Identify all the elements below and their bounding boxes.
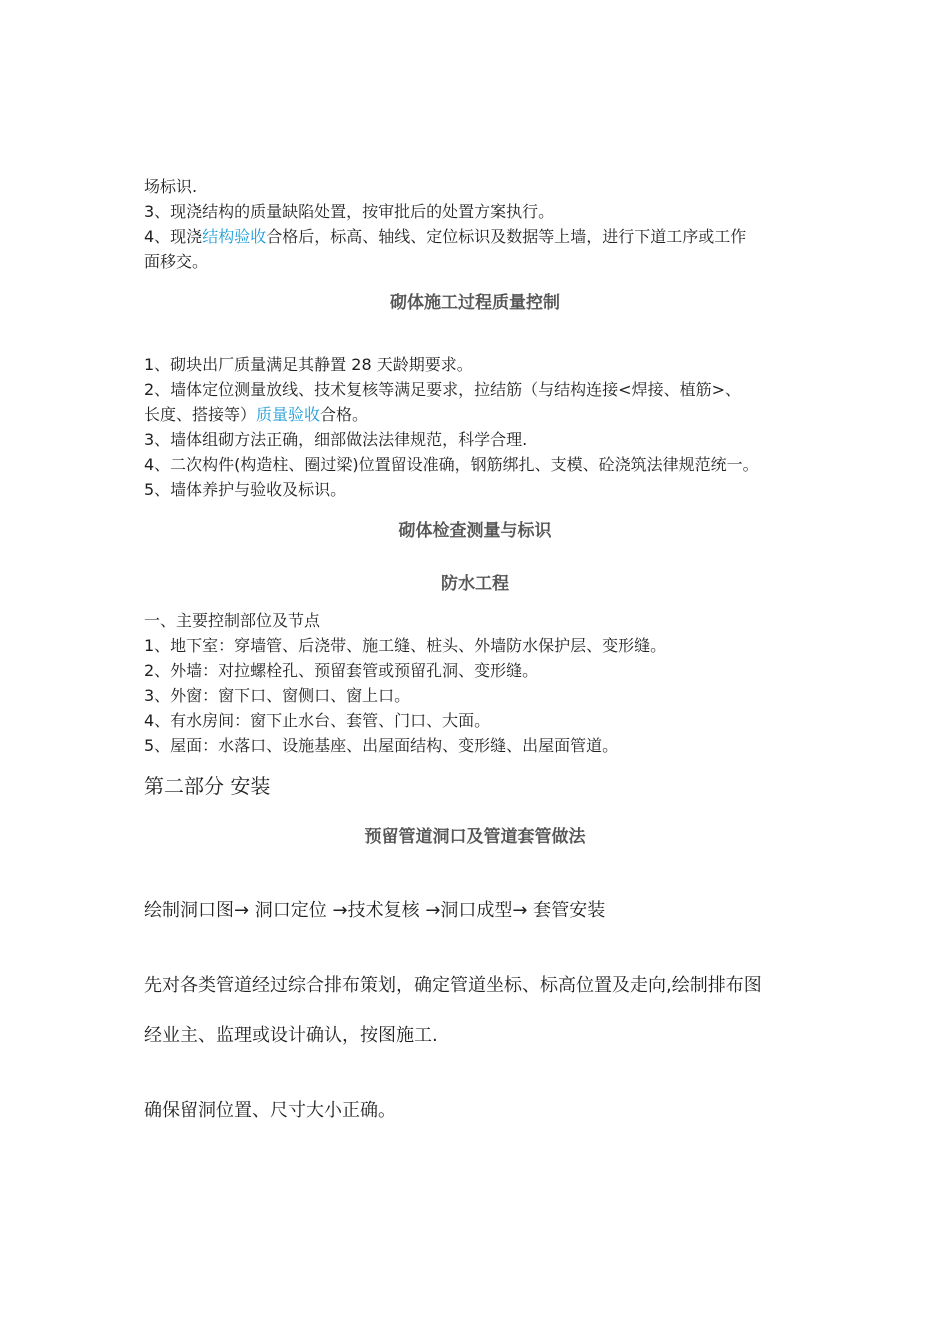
- paragraph-line: 3、现浇结构的质量缺陷处置，按审批后的处置方案执行。: [144, 202, 555, 221]
- paragraph-line: 经业主、监理或设计确认，按图施工.: [144, 1025, 438, 1046]
- list-item: 5、墙体养护与验收及标识。: [144, 480, 347, 499]
- paragraph-line: 确保留洞位置、尺寸大小正确。: [144, 1100, 396, 1121]
- list-item: [144, 404, 368, 426]
- section-heading: 砌体检查测量与标识: [398, 521, 552, 541]
- text-segment: 合格后，标高、轴线、定位标识及数据等上墙，进行下道工序或工作: [266, 227, 747, 246]
- list-item: 3、墙体组砌方法正确，细部做法法律规范，科学合理.: [144, 430, 528, 449]
- list-item: 5、屋面：水落口、设施基座、出屋面结构、变形缝、出屋面管道。: [144, 736, 619, 755]
- text-segment: 合格。: [320, 405, 369, 424]
- list-item: 1、砌块出厂质量满足其静置 28 天龄期要求。: [144, 355, 473, 374]
- section-heading: 砌体施工过程质量控制: [390, 293, 560, 313]
- part-title: 第二部分 安装: [144, 774, 271, 798]
- paragraph-line: 先对各类管道经过综合排布策划，确定管道坐标、标高位置及走向,绘制排布图: [144, 975, 762, 996]
- list-item: 1、地下室：穿墙管、后浇带、施工缝、桩头、外墙防水保护层、变形缝。: [144, 636, 667, 655]
- section-heading: 预留管道洞口及管道套管做法: [364, 827, 586, 847]
- quality-acceptance-link[interactable]: 质量验收: [256, 405, 321, 424]
- paragraph-line: 场标识.: [144, 177, 198, 196]
- section-heading: 防水工程: [441, 574, 509, 594]
- list-item: 一、主要控制部位及节点: [144, 611, 321, 630]
- list-item: 4、二次构件(构造柱、圈过梁)位置留设准确，钢筋绑扎、支模、砼浇筑法律规范统一。: [144, 455, 759, 474]
- list-item: 2、墙体定位测量放线、技术复核等满足要求，拉结筋（与结构连接<焊接、植筋>、: [144, 380, 741, 399]
- list-item: 4、有水房间：窗下止水台、套管、门口、大面。: [144, 711, 491, 730]
- process-flow: 绘制洞口图→ 洞口定位 →技术复核 →洞口成型→ 套管安装: [144, 900, 606, 921]
- list-item: 3、外窗：窗下口、窗侧口、窗上口。: [144, 686, 411, 705]
- list-item: 2、外墙：对拉螺栓孔、预留套管或预留孔洞、变形缝。: [144, 661, 539, 680]
- paragraph-line: [144, 226, 746, 248]
- structure-acceptance-link[interactable]: 结构验收: [202, 227, 267, 246]
- text-segment: 4、现浇: [144, 227, 203, 246]
- text-segment: 长度、搭接等）: [144, 405, 257, 424]
- paragraph-line: 面移交。: [144, 252, 209, 271]
